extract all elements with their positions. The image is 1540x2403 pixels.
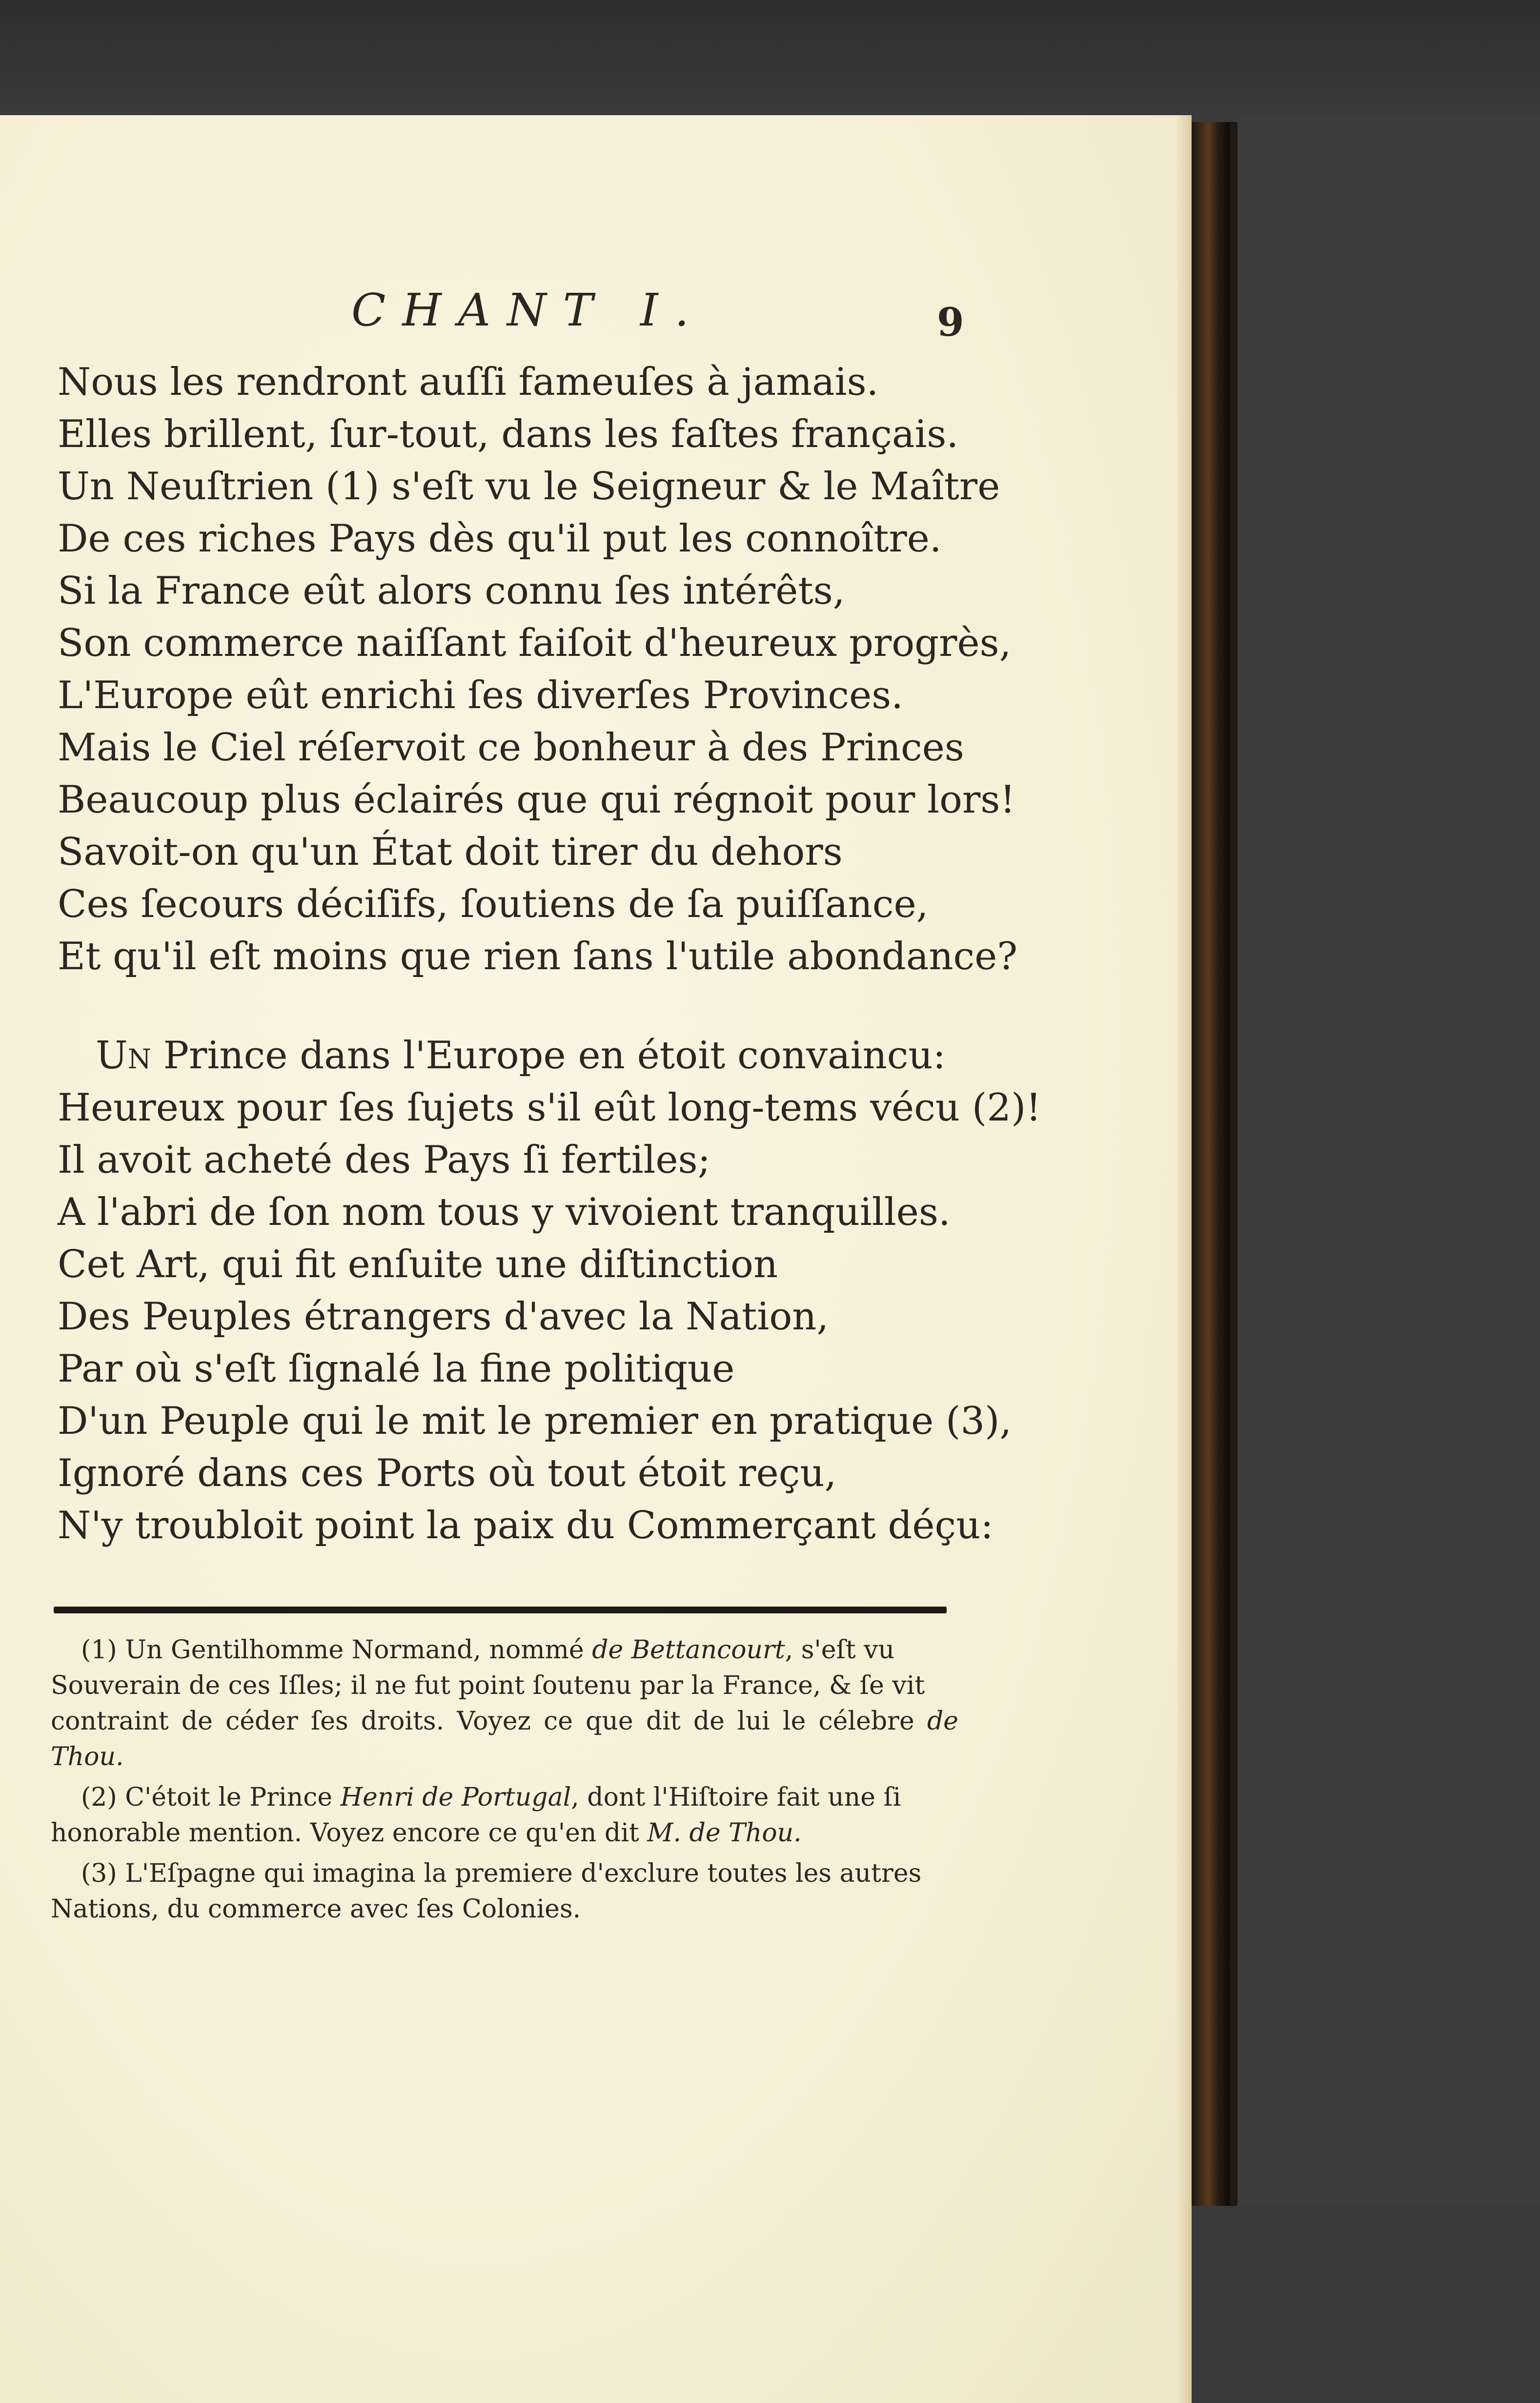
page-number: 9 — [937, 299, 964, 345]
stanza-2 — [58, 1030, 1041, 1552]
footnote-text: (3) L'Eſpagne qui imagina la premiere d'exclure toutes les autres — [81, 1859, 922, 1888]
footnote-2 — [51, 1780, 958, 1851]
verse-line: Il avoit acheté des Pays ſi fertiles; — [58, 1138, 710, 1182]
verse-line: Et qu'il eſt moins que rien ſans l'utile abondance? — [58, 935, 1018, 978]
footnote-text: contraint de céder ſes droits. Voyez ce que dit de lui le célebre — [51, 1707, 927, 1736]
book-binding — [1191, 122, 1230, 2206]
verse-line: De ces riches Pays dès qu'il put les connoître. — [58, 517, 942, 561]
running-head: CHANT I. — [351, 284, 706, 336]
footnote-1 — [51, 1632, 958, 1775]
verse-line: Savoit-on qu'un État doit tirer du dehors — [58, 830, 843, 874]
verse-line: Beaucoup plus éclairés que qui régnoit pour lors! — [58, 778, 1015, 822]
verse-line: Mais le Ciel réſervoit ce bonheur à des Princes — [58, 726, 964, 770]
verse-line: Heureux pour ſes ſujets s'il eût long-tems vécu (2)! — [58, 1086, 1041, 1130]
footnote-text: Nations, du commerce avec ſes Colonies. — [51, 1894, 581, 1924]
footnote-text: honorable mention. Voyez encore ce qu'en dit — [51, 1818, 648, 1848]
bottom-background — [1191, 2206, 1540, 2403]
verse-line: Si la France eût alors connu ſes intérêts, — [58, 569, 845, 613]
verse-line: N'y troubloit point la paix du Commerçant déçu: — [58, 1504, 993, 1548]
verse-line: Des Peuples étrangers d'avec la Nation, — [58, 1295, 829, 1339]
footnotes — [51, 1632, 958, 1932]
stanza-1 — [58, 356, 1018, 983]
verse-line: Ignoré dans ces Ports où tout étoit reçu, — [58, 1451, 837, 1495]
footnote-text: (1) Un Gentilhomme Normand, nommé — [81, 1635, 592, 1665]
verse-line: D'un Peuple qui le mit le premier en pratique (3), — [58, 1399, 1012, 1443]
verse-line: A l'abri de ſon nom tous y vivoient tranquilles. — [58, 1190, 951, 1234]
verse-line-rest: Prince dans l'Europe en étoit convaincu: — [151, 1034, 946, 1078]
verse-line: L'Europe eût enrichi ſes diverſes Provinces. — [58, 673, 904, 717]
footnote-text: (2) C'étoit le Prince — [81, 1783, 341, 1812]
footnote-text: , s'eſt vu — [785, 1635, 895, 1665]
footnote-italic: de Bettancourt — [592, 1635, 785, 1665]
top-background — [0, 0, 1540, 117]
verse-line: Un Neuſtrien (1) s'eſt vu le Seigneur & le Maître — [58, 465, 1000, 509]
verse-line: Son commerce naiſſant faiſoit d'heureux progrès, — [58, 621, 1012, 665]
verse-line: Ces ſecours déciſifs, ſoutiens de ſa puiſſance, — [58, 882, 929, 926]
footnote-italic: de Thou. — [51, 1707, 958, 1772]
verse-line-first — [58, 1030, 985, 1082]
verse-line: Elles brillent, ſur-tout, dans les faſtes français. — [58, 412, 959, 456]
page-edge — [1177, 115, 1192, 2403]
right-background — [1237, 115, 1540, 2403]
footnote-text: , dont l'Hiſtoire fait une ſi — [571, 1783, 901, 1812]
footnote-rule — [54, 1607, 947, 1613]
verse-line: Cet Art, qui fit enſuite une diſtinction — [58, 1242, 778, 1286]
footnote-3 — [51, 1856, 958, 1927]
footnote-italic: M. de Thou. — [647, 1818, 802, 1848]
footnote-italic: Henri de Portugal — [340, 1783, 571, 1812]
verse-line: Nous les rendront auſſi fameuſes à jamais. — [58, 360, 879, 404]
binding-edge — [1230, 122, 1237, 2206]
verse-line: Par où s'eſt ſignalé la fine politique — [58, 1347, 735, 1391]
footnote-text: Souverain de ces Iſles; il ne fut point ſoutenu par la France, & ſe vit — [51, 1671, 925, 1700]
drop-word: Un — [96, 1034, 151, 1078]
